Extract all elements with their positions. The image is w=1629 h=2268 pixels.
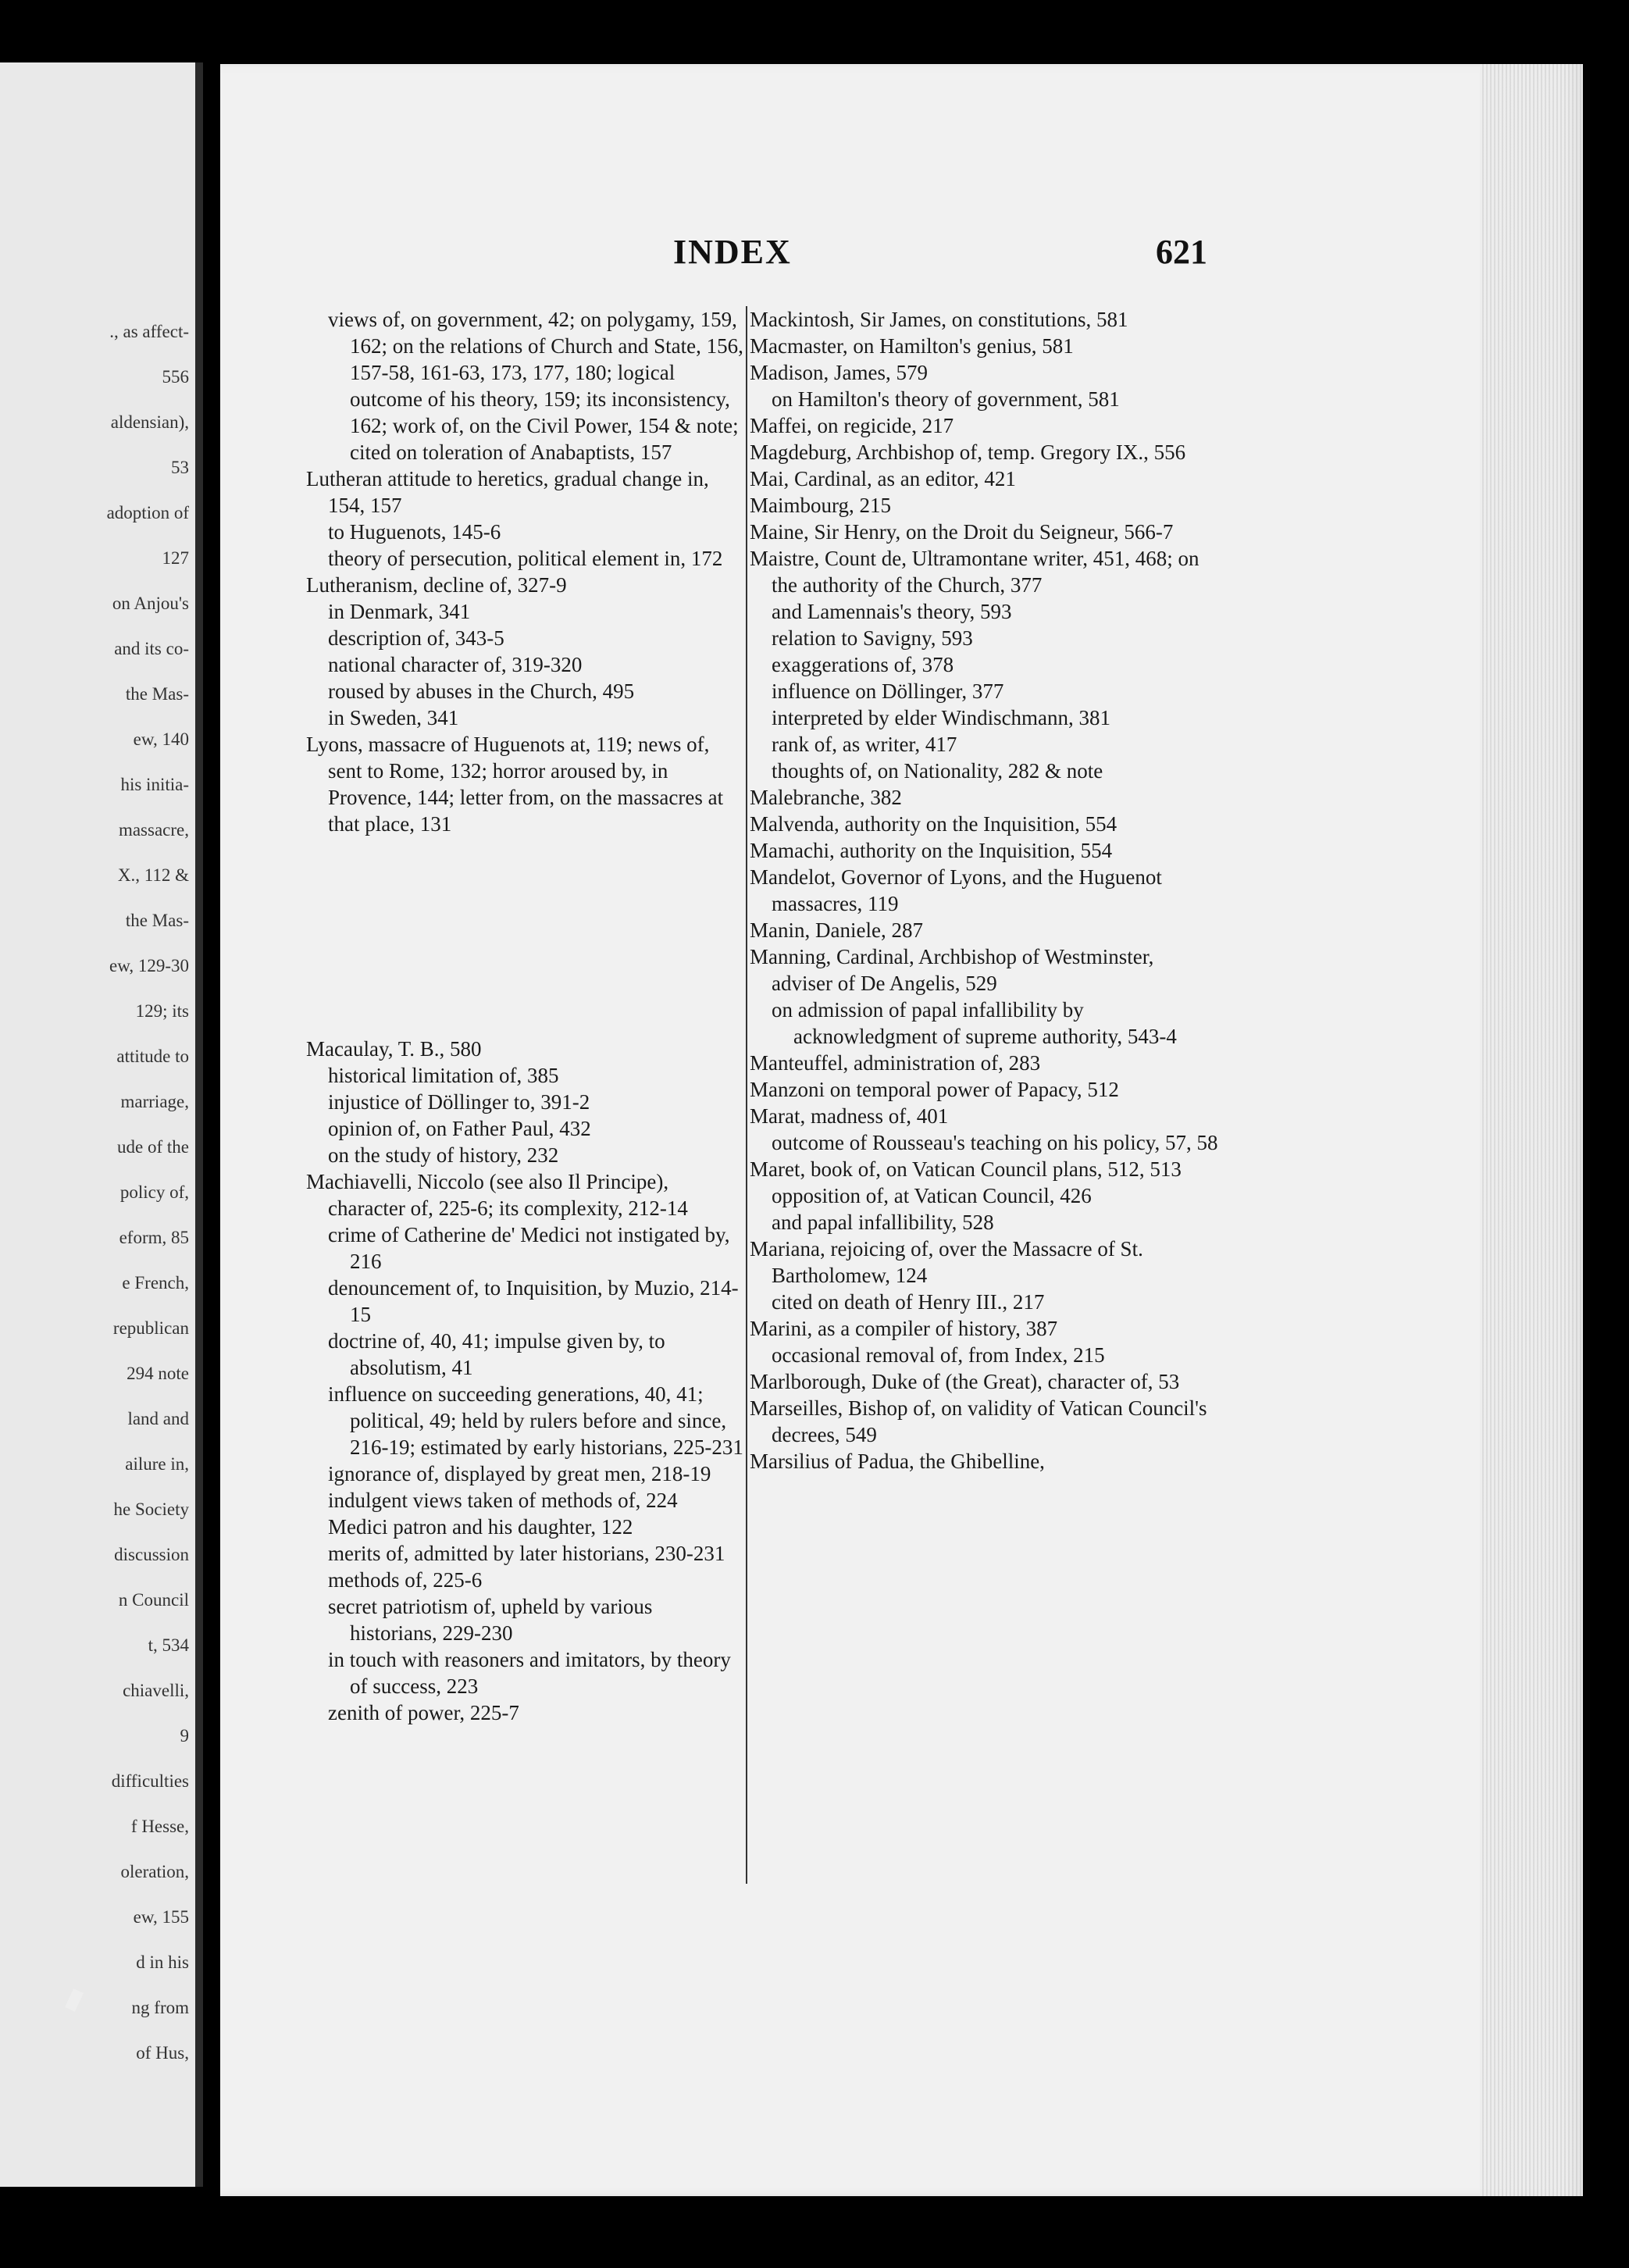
index-entry: injustice of Döllinger to, 391-2 (328, 1090, 590, 1114)
index-entry: national character of, 319-320 (328, 653, 583, 676)
facing-page-fragment: the Mas- (125, 684, 189, 704)
index-entry: Mackintosh, Sir James, on constitutions, 581 (750, 308, 1128, 331)
index-entry: Malebranche, 382 (750, 786, 902, 809)
index-entry: Marseilles, Bishop of, on validity of Vatican Council's decrees, 549 (750, 1396, 1207, 1446)
index-entry: Malvenda, authority on the Inquisition, 554 (750, 812, 1117, 836)
index-column-right (750, 306, 1218, 1475)
index-entry: Mariana, rejoicing of, over the Massacre of St. Bartholomew, 124 (750, 1237, 1143, 1287)
facing-page-fragment: n Council (118, 1590, 189, 1610)
index-entry: Macmaster, on Hamilton's genius, 581 (750, 334, 1074, 358)
index-entry: description of, 343-5 (328, 626, 504, 650)
index-entry: cited on death of Henry III., 217 (772, 1290, 1045, 1314)
facing-page-fragment: on Anjou's (112, 594, 189, 613)
index-entry: occasional removal of, from Index, 215 (772, 1343, 1105, 1367)
index-entry: Machiavelli, Niccolo (see also Il Principe), character of, 225-6; its complexity, 212-14 (306, 1170, 688, 1220)
facing-page-fragment: 127 (162, 548, 189, 568)
index-entry (306, 858, 743, 1015)
facing-page-fragment: f Hesse, (130, 1817, 189, 1836)
facing-page-fragment: aldensian), (110, 412, 189, 432)
facing-page-fragment: eform, 85 (119, 1228, 189, 1247)
facing-page (0, 62, 203, 2187)
index-entry: thoughts of, on Nationality, 282 & note (772, 759, 1103, 783)
index-entry: Manning, Cardinal, Archbishop of Westminster, adviser of De Angelis, 529 (750, 945, 1154, 995)
facing-page-fragment: d in his (136, 1952, 189, 1972)
index-entry: Lutheran attitude to heretics, gradual change in, 154, 157 (306, 467, 709, 517)
facing-page-fragment: e French, (122, 1273, 189, 1293)
facing-page-fragment: oleration, (120, 1862, 189, 1881)
facing-page-fragment: t, 534 (148, 1635, 189, 1655)
facing-page-fragment: discussion (114, 1545, 189, 1564)
facing-page-fragment: attitude to (116, 1047, 189, 1066)
index-entry: on admission of papal infallibility by acknowledgment of supreme authority, 543-4 (772, 998, 1177, 1048)
facing-page-fragment: X., 112 & (117, 865, 189, 885)
index-entry: influence on succeeding generations, 40, 41; political, 49; held by rulers before and since, 216-19; estimated by early historians, 225-231 (328, 1382, 743, 1459)
index-entry: Manteuffel, administration of, 283 (750, 1051, 1041, 1075)
index-entry: Marat, madness of, 401 (750, 1104, 949, 1128)
facing-page-fragment: ew, 140 (133, 729, 189, 749)
facing-page-fragment: he Society (113, 1500, 189, 1519)
index-entry: Medici patron and his daughter, 122 (328, 1515, 633, 1539)
facing-page-fragment: ng from (131, 1998, 189, 2017)
index-entry: opposition of, at Vatican Council, 426 (772, 1184, 1092, 1207)
index-entry: interpreted by elder Windischmann, 381 (772, 706, 1111, 729)
index-entry: Lyons, massacre of Huguenots at, 119; news of, sent to Rome, 132; horror aroused by, in Provence, 144; letter from, on the massacres at that place, 131 (306, 733, 724, 836)
facing-page-fragment: the Mas- (125, 911, 189, 930)
facing-page-fragment: of Hus, (136, 2043, 189, 2063)
index-entry: and Lamennais's theory, 593 (772, 600, 1012, 623)
index-entry: Manzoni on temporal power of Papacy, 512 (750, 1078, 1119, 1101)
facing-page-fragment: 556 (162, 367, 189, 387)
index-entry: secret patriotism of, upheld by various historians, 229-230 (328, 1595, 653, 1645)
index-entry: Mandelot, Governor of Lyons, and the Huguenot massacres, 119 (750, 865, 1162, 915)
index-entry: merits of, admitted by later historians, 230-231 (328, 1542, 725, 1565)
index-entry: Lutheranism, decline of, 327-9 (306, 573, 567, 597)
facing-page-fragment: 294 note (127, 1364, 189, 1383)
index-entry: exaggerations of, 378 (772, 653, 954, 676)
index-entry: Mai, Cardinal, as an editor, 421 (750, 467, 1016, 490)
facing-page-fragment: ude of the (117, 1137, 189, 1157)
index-entry: in touch with reasoners and imitators, by theory of success, 223 (328, 1648, 731, 1698)
index-entry: Maine, Sir Henry, on the Droit du Seigneur, 566-7 (750, 520, 1174, 544)
index-entry: outcome of Rousseau's teaching on his policy, 57, 58 (772, 1131, 1218, 1154)
index-entry: Madison, James, 579 (750, 361, 928, 384)
index-entry: Maimbourg, 215 (750, 494, 891, 517)
index-entry: on Hamilton's theory of government, 581 (772, 387, 1120, 411)
facing-page-fragment: ., as affect- (109, 322, 189, 341)
index-entry: influence on Döllinger, 377 (772, 679, 1004, 703)
index-entry: zenith of power, 225-7 (328, 1701, 519, 1724)
facing-page-fragment: marriage, (120, 1092, 189, 1111)
column-divider (746, 306, 747, 1884)
index-column-left (306, 306, 743, 1726)
index-entry: theory of persecution, political element in, 172 (328, 547, 723, 570)
index-entry: in Denmark, 341 (328, 600, 471, 623)
facing-page-fragment: ew, 129-30 (109, 956, 189, 975)
index-entry: Mamachi, authority on the Inquisition, 554 (750, 839, 1113, 862)
page-edge (1480, 64, 1583, 2196)
index-entry: methods of, 225-6 (328, 1568, 483, 1592)
facing-page-fragment: ew, 155 (133, 1907, 189, 1927)
index-entry: Marlborough, Duke of (the Great), character of, 53 (750, 1370, 1180, 1393)
facing-page-fragment: 9 (180, 1726, 189, 1746)
index-entry: Macaulay, T. B., 580 (306, 1037, 482, 1061)
facing-page-fragment: and its co- (114, 639, 189, 658)
index-entry: and papal infallibility, 528 (772, 1211, 994, 1234)
facing-page-fragment: ailure in, (125, 1454, 189, 1474)
index-entry: relation to Savigny, 593 (772, 626, 973, 650)
running-title: INDEX (673, 233, 792, 271)
index-entry: crime of Catherine de' Medici not instigated by, 216 (328, 1223, 730, 1273)
index-entry: opinion of, on Father Paul, 432 (328, 1117, 591, 1140)
facing-page-fragment: his initia- (120, 775, 189, 794)
index-entry: Manin, Daniele, 287 (750, 918, 923, 942)
index-entry: on the study of history, 232 (328, 1143, 559, 1167)
index-entry: Maistre, Count de, Ultramontane writer, 451, 468; on the authority of the Church, 377 (750, 547, 1199, 597)
facing-page-fragment: difficulties (111, 1771, 189, 1791)
index-entry: indulgent views taken of methods of, 224 (328, 1489, 678, 1512)
index-entry: Marsilius of Padua, the Ghibelline, (750, 1450, 1045, 1473)
index-entry: in Sweden, 341 (328, 706, 459, 729)
index-entry: Magdeburg, Archbishop of, temp. Gregory IX., 556 (750, 440, 1186, 464)
index-entry: historical limitation of, 385 (328, 1064, 559, 1087)
facing-page-fragment: 129; its (135, 1001, 189, 1021)
index-entry: denouncement of, to Inquisition, by Muzio, 214-15 (328, 1276, 739, 1326)
index-entry: Maffei, on regicide, 217 (750, 414, 954, 437)
index-entry: rank of, as writer, 417 (772, 733, 957, 756)
index-entry: doctrine of, 40, 41; impulse given by, to absolutism, 41 (328, 1329, 665, 1379)
facing-page-fragment: republican (112, 1318, 189, 1338)
index-entry: Maret, book of, on Vatican Council plans, 512, 513 (750, 1157, 1182, 1181)
index-entry: Marini, as a compiler of history, 387 (750, 1317, 1058, 1340)
index-entry: to Huguenots, 145-6 (328, 520, 501, 544)
facing-page-fragment: chiavelli, (123, 1681, 189, 1700)
facing-page-fragment: massacre, (118, 820, 189, 840)
index-entry: ignorance of, displayed by great men, 218-19 (328, 1462, 711, 1485)
index-entry: views of, on government, 42; on polygamy, 159, 162; on the relations of Church and State, 156, 157-58, 161-63, 173, 177, 180; logical outcome of his theory, 159; its inconsistency, 162; work of, on the Civil Power, 154 & note; cited on toleration of Anabaptists, 157 (328, 308, 743, 464)
page-number: 621 (1156, 233, 1207, 271)
index-entry: roused by abuses in the Church, 495 (328, 679, 635, 703)
facing-page-fragment: land and (127, 1409, 189, 1428)
facing-page-fragment: adoption of (106, 503, 189, 522)
facing-page-fragment: 53 (171, 458, 189, 477)
facing-page-fragment: policy of, (119, 1182, 189, 1202)
